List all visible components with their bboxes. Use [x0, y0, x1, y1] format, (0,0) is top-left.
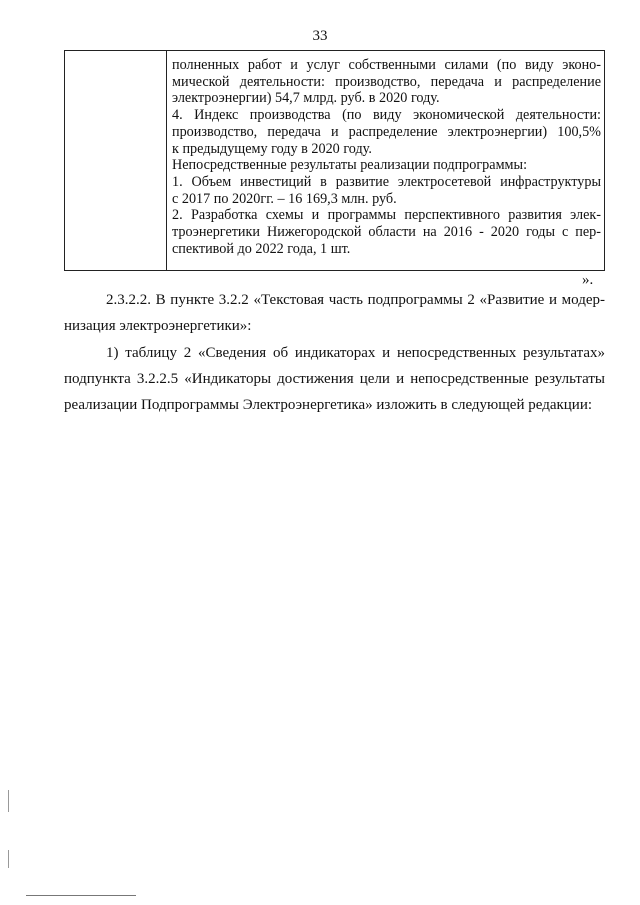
- paragraph-line: низация электроэнергетики»:: [64, 318, 252, 334]
- table-cell-line: электроэнергии) 54,7 млрд. руб. в 2020 году.: [172, 90, 440, 107]
- paragraph-line: 1) таблицу 2 «Сведения об индикаторах и непосредственных результатах»: [106, 345, 605, 361]
- scan-artifact: [8, 850, 9, 868]
- table-cell-line: 4. Индекс производства (по виду экономической деятельности:: [172, 107, 601, 124]
- table-cell-line: спективой до 2022 года, 1 шт.: [172, 240, 351, 257]
- paragraph-table-2: [64, 340, 605, 418]
- closing-quote: ».: [582, 272, 594, 288]
- paragraph-2-3-2-2: [64, 287, 605, 339]
- page-number: 33: [312, 28, 328, 44]
- table-column-divider: [166, 51, 167, 270]
- table-cell-line: с 2017 по 2020гг. – 16 169,3 млн. руб.: [172, 190, 397, 207]
- continued-table: [64, 50, 605, 271]
- footnote-rule: [26, 895, 136, 896]
- table-cell-line: 2. Разработка схемы и программы перспективного развития элек-: [172, 207, 601, 224]
- table-cell-line: производство, передача и распределение электроэнергии) 100,5%: [172, 123, 601, 140]
- table-cell-line: троэнергетики Нижегородской области на 2016 - 2020 годы с пер-: [172, 224, 601, 241]
- paragraph-line: реализации Подпрограммы Электроэнергетика» изложить в следующей редакции:: [64, 397, 593, 413]
- table-cell-line: Непосредственные результаты реализации подпрограммы:: [172, 157, 528, 174]
- table-cell-line: к предыдущему году в 2020 году.: [172, 140, 372, 157]
- scan-artifact: [8, 790, 9, 812]
- table-cell-line: 1. Объем инвестиций в развитие электросетевой инфраструктуры: [172, 173, 601, 190]
- paragraph-line: подпункта 3.2.2.5 «Индикаторы достижения цели и непосредственные результаты: [64, 371, 605, 387]
- table-cell-line: мической деятельности: производство, передача и распределение: [172, 73, 601, 90]
- table-cell-results: [172, 57, 601, 257]
- paragraph-line: 2.3.2.2. В пункте 3.2.2 «Текстовая часть подпрограммы 2 «Развитие и модер-: [106, 292, 605, 308]
- table-cell-line: полненных работ и услуг собственными силами (по виду эконо-: [172, 57, 601, 73]
